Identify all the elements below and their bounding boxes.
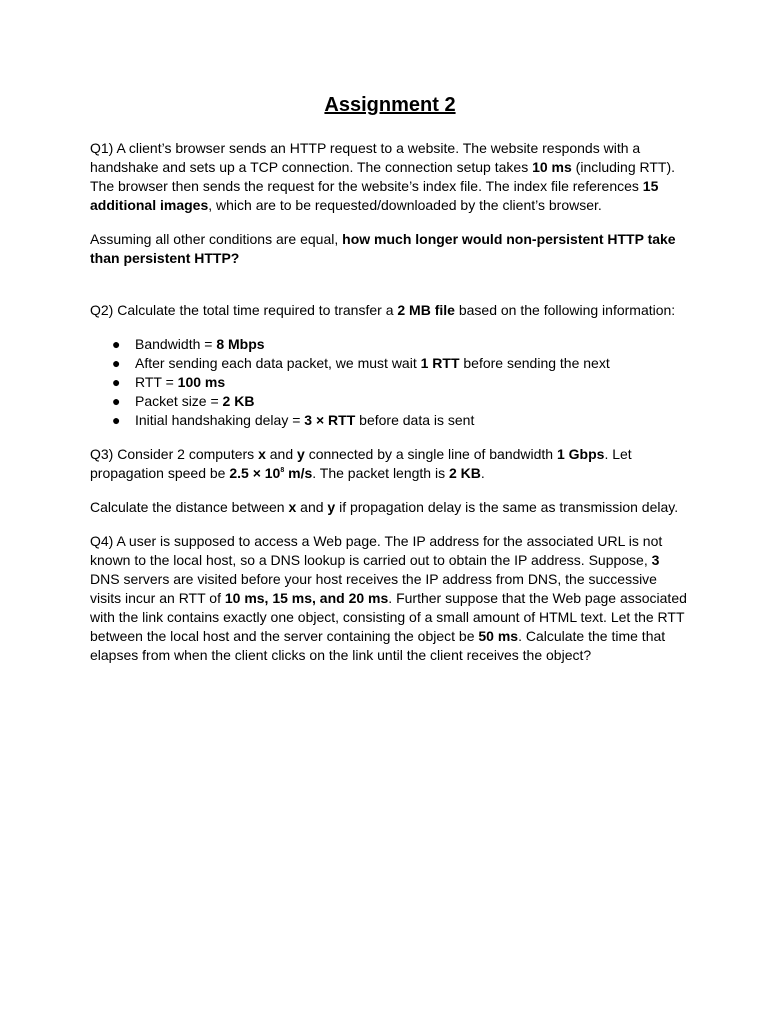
q2-bullet-list (90, 335, 690, 430)
list-item: ● Initial handshaking delay = 3 × RTT before data is sent (112, 412, 475, 428)
q3-question: Q3) Consider 2 computers x and y connected by a single line of bandwidth 1 Gbps. Let propagation speed be $2.5 \times 10^8$ m/s. The packet length is 2 KB. (90, 446, 632, 481)
bullet-icon: ● (112, 412, 121, 428)
q2-question: Q2) Calculate the total time required to transfer a 2 MB file based on the following information: (90, 302, 676, 318)
list-item: ● After sending each data packet, we must wait 1 RTT before sending the next (112, 355, 610, 371)
bullet-icon: ● (112, 336, 121, 352)
q3-prompt: Calculate the distance between x and y if propagation delay is the same as transmission delay. (90, 499, 679, 515)
document-title: Assignment 2 (324, 94, 456, 116)
q1-question: Q1) A client’s browser sends an HTTP request to a website. The website responds with a handshake and sets up a TCP connection. The connection setup takes 10 ms (including RTT). The browser then sends the request for the website’s index file. The index file references 15 additional images, which are to be requested/downloaded by the client’s browser. (90, 140, 676, 213)
list-item: ● Bandwidth = 8 Mbps (112, 336, 265, 352)
bullet-icon: ● (112, 374, 121, 390)
list-item: ● RTT = 100 ms (112, 374, 226, 390)
bullet-icon: ● (112, 393, 121, 409)
document-page (90, 92, 690, 680)
q1-prompt: Assuming all other conditions are equal, how much longer would non-persistent HTTP take than persistent HTTP? (90, 231, 676, 266)
q4-question: Q4) A user is supposed to access a Web page. The IP address for the associated URL is not known to the local host, so a DNS lookup is carried out to obtain the IP address. Suppose, 3 DNS servers are visited before your host receives the IP address from DNS, the successive visits incur an RTT of 10 ms, 15 ms, and 20 ms. Further suppose that the Web page associated with the link contains exactly one object, consisting of a small amount of HTML text. Let the RTT between the local host and the server containing the object be 50 ms. Calculate the time that elapses from when the client clicks on the link until the client receives the object? (90, 533, 687, 663)
list-item: ● Packet size = 2 KB (112, 393, 255, 409)
bullet-icon: ● (112, 355, 121, 371)
